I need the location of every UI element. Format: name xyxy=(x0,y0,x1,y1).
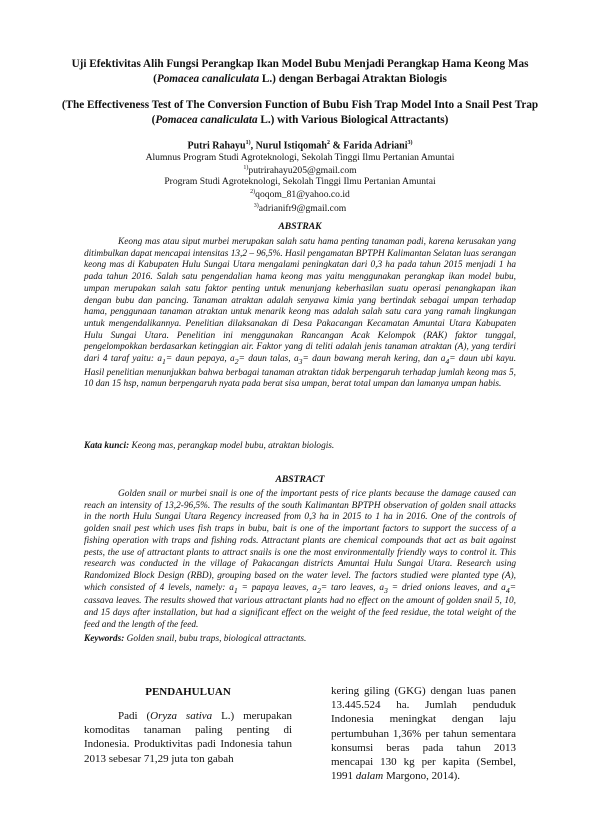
affiliation-1: Alumnus Program Studi Agroteknologi, Sekolah Tinggi Ilmu Pertanian Amuntai xyxy=(145,151,455,163)
abstract-paragraph xyxy=(84,489,516,631)
email-1-text: putrirahayu205@gmail.com xyxy=(248,164,357,176)
email-2-sup: 2) xyxy=(250,189,256,196)
pend-left-text: L.) merupakan komoditas tanaman paling penting di Indonesia. Produktivitas padi Indonesia tahun 2013 sebesar 71,29 juta ton gabah xyxy=(84,710,292,765)
abstract-text: = taro leaves, a xyxy=(320,582,385,593)
abstrak-text: = daun bawang merah kering, dan a xyxy=(302,354,446,365)
author-names xyxy=(60,138,540,152)
title-english xyxy=(60,98,540,128)
author-1: Putri Rahayu xyxy=(187,140,246,152)
title-indonesian xyxy=(60,57,540,87)
title-id-species: Pomacea canaliculata xyxy=(156,73,260,85)
email-3-sup: 3) xyxy=(253,202,259,209)
abstract-text: = dried onions leaves, and a xyxy=(387,582,506,593)
pendahuluan-heading: PENDAHULUAN xyxy=(145,686,231,698)
affiliation-2: Program Studi Agroteknologi, Sekolah Tinggi Ilmu Pertanian Amuntai xyxy=(164,176,436,188)
pend-left-italic: Oryza sativa xyxy=(150,710,213,722)
author-3: & Farida Adriani xyxy=(329,140,408,152)
abstrak-paragraph xyxy=(84,237,516,391)
keywords xyxy=(84,634,524,644)
abstrak-sub: 1 xyxy=(162,356,166,366)
author-2: , Nurul Istiqomah xyxy=(250,140,327,152)
abstract-sub: 3 xyxy=(384,585,388,595)
pend-right-text: Margono, 2014). xyxy=(383,770,461,783)
abstrak-text: = daun talas, a xyxy=(238,354,299,365)
abstrak-sub: 2 xyxy=(234,356,239,366)
title-id-part: Uji Efektivitas Alih Fungsi Perangkap Ikan Model Bubu Menjadi Perangkap Hama Keong Mas ( xyxy=(71,58,529,85)
title-id-part: L.) dengan Berbagai Atraktan Biologis xyxy=(259,73,447,85)
abstrak-text: Keong mas atau siput murbei merupakan salah satu hama penting tanaman padi, karena kerusakan yang ditimbulkan dapat mencapai intensitas 13,2 – 96,5%. Hasil pengamatan BPTPH Kalimantan Selatan luas serangan keong mas di Kabupaten Hulu Sungai Utara mengalami peningkatan dari 0,3 ha pada tahun 2015 menjadi 1 ha pada tahun 2016. Salah satu pengendalian hama keong mas yaitu menggunakan perangkap ikan model bubu, umpan merupakan salah satu faktor penting untuk menunjang keberhasilan suatu operasi penangkapan ikan dengan bubu dan pancing. Tanaman atraktan adalah senyawa kimia yang bertindak sebagai umpan terhadap hama, penggunaan tanaman atraktan untuk menarik keong mas adalah salah satu cara yang ramah lingkungan untuk mengendalikannya. Penelitian dilaksanakan di Desa Pakacangan Kecamatan Amuntai Utara Kabupaten Hulu Sungai Utara. Penelitian ini menggunakan Rancangan Acak Kelompok (RAK) faktor tunggal, pengelompokkan berdasarkan ketinggian air. Faktor yang di teliti adalah jenis tanaman atraktan (A), yang terdiri dari 4 taraf yaitu: a xyxy=(84,237,516,365)
abstract-text: Golden snail or murbei snail is one of the important pests of rice plants because the damage caused can reach an intensity of 13,2-96,5%. The results of the south Kalimantan BPTPH observation of golden snail attacks in the north Hulu Sungai Utara Regency increased from 0,3 ha in 2015 to 1 ha in 2016. One of the controls of golden snail pest which uses fish traps in bubu, bait is one of the important factors to support the success of a fishing operation with traps and fishing rods. Attractant plants are chemical compounds that act as bait against pests, the use of attractant plants to attract snails is one the most environmentally friendly ways to control it. This research was conducted in the village of Pakacangan districts Amuntai Hulu Sungai Utara. Research using Randomized Block Design (RBD), grouping based on the water level. The factors studied were planted type (A), which consisted of 4 levels, namely: a xyxy=(84,489,516,593)
abstrak-text: = daun pepaya, a xyxy=(165,354,235,365)
author-1-sup: 1) xyxy=(245,140,251,146)
abstract-text: = papaya leaves, a xyxy=(237,582,317,593)
title-en-part: L.) with Various Biological Attractants) xyxy=(257,114,449,126)
email-1-sup: 1) xyxy=(243,164,249,171)
pendahuluan-left-column xyxy=(84,709,292,766)
title-en-part: (The Effectiveness Test of The Conversion Function of Bubu Fish Trap Model Into a Snail Pest Trap ( xyxy=(61,99,539,126)
keywords-label: Keywords: xyxy=(84,634,125,644)
abstract-text: = cassava leaves. The results showed that various attractant plants had no effect on the amount of golden snail 5, 10, and 15 days after installation, but had a significant effect on the weight of the feed residue, the total weight of the feed and the length of the feed. xyxy=(84,582,516,630)
kata-kunci-label: Kata kunci: xyxy=(84,441,130,451)
email-2-text: qoqom_81@yahoo.co.id xyxy=(255,189,350,201)
author-3-sup: 3) xyxy=(407,140,413,146)
pend-right-text: kering giling (GKG) dengan luas panen 13.445.524 ha. Jumlah penduduk Indonesia meningkat dengan laju pertumbuhan 1,36% per tahun sementara konsumsi beras pada tahun 2013 mencapai 130 kg per kapita (Sembel, 1991 xyxy=(331,685,516,783)
email-3 xyxy=(60,201,540,214)
abstrak-sub: 4 xyxy=(445,356,450,366)
abstrak-text: = daun ubi kayu. Hasil penelitian menunjukkan bahwa berbagai tanaman atraktan tidak berpengaruh terhadap jumlah keong mas 5, 10 dan 15 hsp, namun berpengaruh nyata pada berat sisa umpan, berat total umpan dan lamanya umpan habis. xyxy=(84,354,517,390)
pendahuluan-right-column xyxy=(331,684,516,783)
author-2-sup: 2 xyxy=(326,140,330,146)
kata-kunci-text: Keong mas, perangkap model bubu, atraktan biologis. xyxy=(129,441,335,451)
email-3-text: adrianifr9@gmail.com xyxy=(258,202,347,214)
email-1 xyxy=(60,163,540,176)
abstract-sub: 4 xyxy=(505,585,510,595)
kata-kunci xyxy=(84,441,524,451)
abstrak-sub: 3 xyxy=(298,356,303,366)
pend-left-text: Padi ( xyxy=(118,710,151,722)
abstract-heading: ABSTRACT xyxy=(275,474,325,485)
pend-right-italic: dalam xyxy=(355,770,384,783)
abstrak-heading: ABSTRAK xyxy=(278,221,322,232)
email-2 xyxy=(60,187,540,200)
keywords-text: Golden snail, bubu traps, biological attractants. xyxy=(124,634,307,644)
abstract-sub: 1 xyxy=(233,585,238,595)
title-en-species: Pomacea canaliculata xyxy=(155,114,258,126)
author-block xyxy=(60,138,540,214)
abstract-sub: 2 xyxy=(316,585,321,595)
